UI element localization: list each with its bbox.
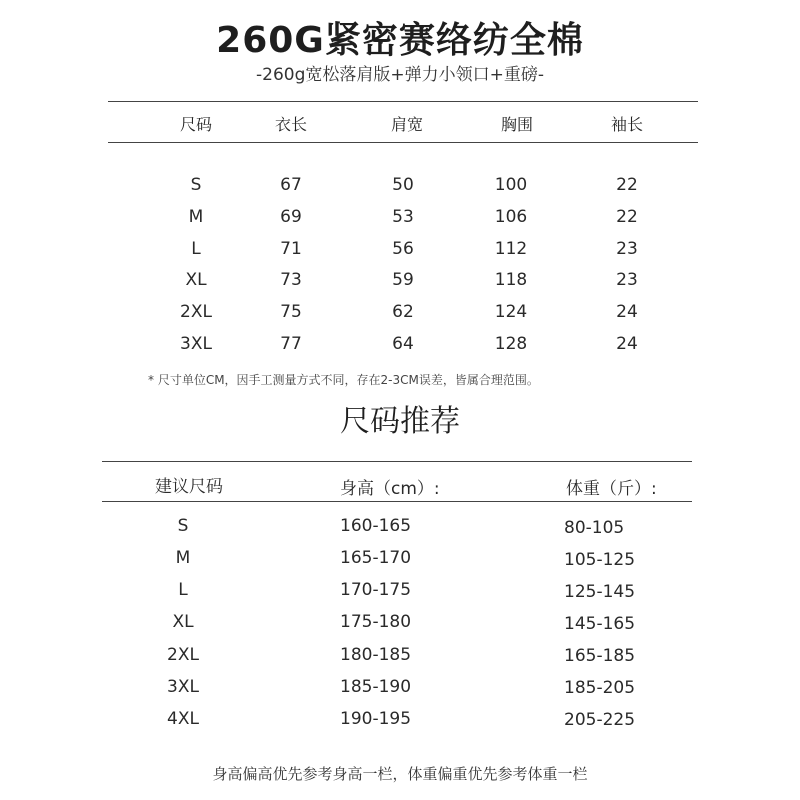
shoulder-cell: 56: [392, 239, 414, 259]
rec-size-cell: L: [178, 580, 188, 600]
shoulder-cell: 64: [392, 334, 414, 354]
sleeve-cell: 24: [616, 334, 638, 354]
size-header-size: 尺码: [179, 115, 212, 134]
size-cell: M: [188, 207, 204, 227]
recommend-top-rule: [102, 461, 692, 462]
size-cell: 3XL: [180, 334, 212, 354]
rec-size-cell: 3XL: [167, 677, 199, 697]
length-cell: 75: [280, 302, 302, 322]
chest-cell: 112: [494, 239, 528, 259]
rec-size-cell: 4XL: [167, 709, 199, 729]
size-table-header-rule: [108, 142, 698, 143]
shoulder-cell: 53: [392, 207, 414, 227]
rec-height-cell: 165-170: [340, 548, 412, 568]
chest-cell: 100: [494, 175, 528, 195]
sleeve-cell: 24: [616, 302, 638, 322]
rec-weight-cell: 145-165: [564, 614, 636, 634]
rec-height-cell: 180-185: [340, 645, 412, 665]
recommend-header-size: 建议尺码: [155, 477, 223, 497]
recommend-header-height: 身高（cm）:: [340, 479, 440, 499]
size-cell: L: [191, 239, 201, 259]
size-header-shoulder: 肩宽: [390, 115, 423, 134]
chest-cell: 128: [494, 334, 528, 354]
rec-weight-cell: 125-145: [564, 582, 636, 602]
shoulder-cell: 62: [392, 302, 414, 322]
chest-cell: 106: [494, 207, 528, 227]
size-header-sleeve: 袖长: [610, 115, 643, 134]
length-cell: 67: [280, 175, 302, 195]
size-cell: XL: [185, 270, 207, 290]
sleeve-cell: 23: [616, 270, 638, 290]
footer-tip: 身高偏高优先参考身高一栏，体重偏重优先参考体重一栏: [212, 765, 588, 783]
rec-weight-cell: 205-225: [564, 710, 636, 730]
rec-size-cell: 2XL: [167, 645, 199, 665]
rec-size-cell: M: [175, 548, 191, 568]
rec-weight-cell: 165-185: [564, 646, 636, 666]
size-cell: 2XL: [180, 302, 212, 322]
sleeve-cell: 23: [616, 239, 638, 259]
size-cell: S: [190, 175, 202, 195]
shoulder-cell: 59: [392, 270, 414, 290]
page-title: 260G紧密赛络纺全棉: [216, 20, 584, 61]
page-subtitle: -260g宽松落肩版+弹力小领口+重磅-: [256, 65, 544, 85]
length-cell: 71: [280, 239, 302, 259]
rec-weight-cell: 80-105: [564, 518, 625, 538]
recommend-header-weight: 体重（斤）:: [566, 479, 657, 499]
chest-cell: 124: [494, 302, 528, 322]
size-table-top-rule: [108, 101, 698, 102]
rec-weight-cell: 185-205: [564, 678, 636, 698]
rec-size-cell: S: [177, 516, 189, 536]
rec-height-cell: 190-195: [340, 709, 412, 729]
size-header-chest: 胸围: [500, 115, 533, 134]
length-cell: 69: [280, 207, 302, 227]
chest-cell: 118: [494, 270, 528, 290]
measurement-note: * 尺寸单位CM，因手工测量方式不同，存在2-3CM误差，皆属合理范围。: [148, 373, 539, 387]
length-cell: 77: [280, 334, 302, 354]
length-cell: 73: [280, 270, 302, 290]
rec-size-cell: XL: [172, 612, 194, 632]
recommend-header-rule: [102, 501, 692, 502]
rec-height-cell: 175-180: [340, 612, 412, 632]
recommend-title: 尺码推荐: [340, 404, 460, 439]
sleeve-cell: 22: [616, 207, 638, 227]
rec-height-cell: 185-190: [340, 677, 412, 697]
shoulder-cell: 50: [392, 175, 414, 195]
sleeve-cell: 22: [616, 175, 638, 195]
size-header-length: 衣长: [274, 115, 307, 134]
rec-weight-cell: 105-125: [564, 550, 636, 570]
rec-height-cell: 160-165: [340, 516, 412, 536]
rec-height-cell: 170-175: [340, 580, 412, 600]
